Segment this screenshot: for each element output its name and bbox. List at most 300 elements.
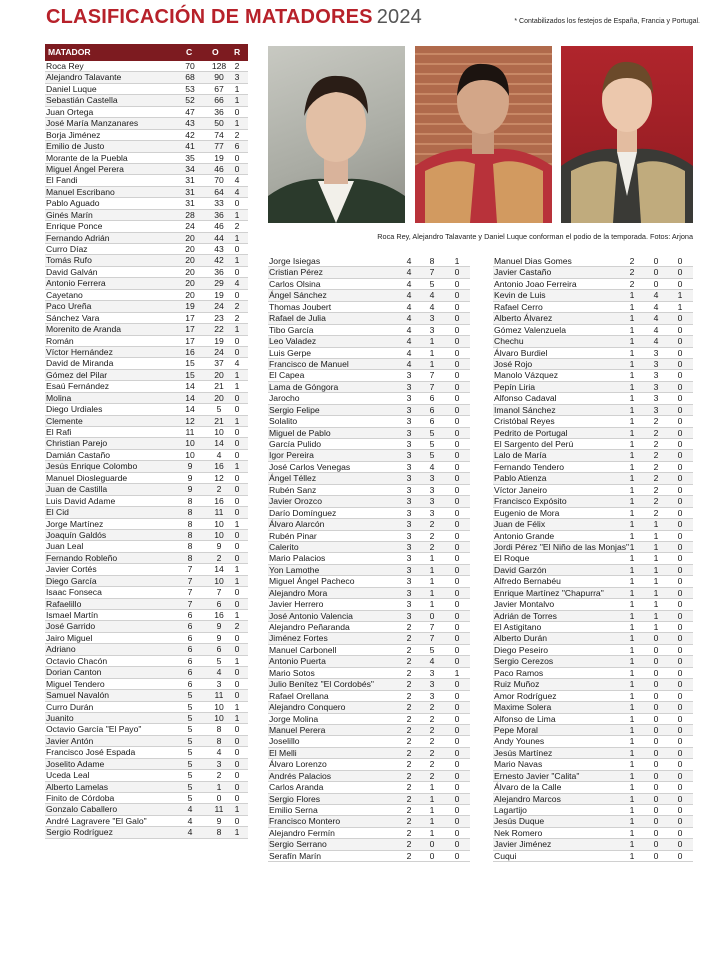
count-orejas: 50 [214, 118, 224, 129]
matador-name: Lalo de María [494, 450, 547, 461]
count-orejas: 4 [429, 301, 435, 312]
matador-name: Cristóbal Reyes [494, 416, 555, 427]
table-row [493, 382, 693, 393]
table-row [268, 611, 470, 622]
count-corridas: 1 [629, 358, 635, 369]
count-orejas: 0 [653, 782, 659, 793]
count-rabos: 1 [234, 415, 240, 426]
count-rabos: 0 [454, 324, 460, 335]
matador-name: Javier Cortés [46, 564, 97, 575]
table-row [268, 508, 470, 519]
count-corridas: 4 [406, 358, 412, 369]
matador-name: Francisco Montero [269, 816, 341, 827]
count-rabos: 0 [677, 519, 683, 530]
table-row [493, 736, 693, 747]
count-orejas: 3 [429, 690, 435, 701]
table-row [45, 370, 248, 381]
count-corridas: 31 [185, 186, 195, 197]
table-row [45, 278, 248, 289]
matador-name: Manuel Diosleguarde [46, 472, 128, 483]
count-rabos: 1 [234, 118, 240, 129]
count-rabos: 0 [677, 507, 683, 518]
matador-name: Clemente [46, 415, 83, 426]
matador-name: Manuel Dias Gomes [494, 256, 572, 266]
count-rabos: 0 [454, 381, 460, 392]
table-row [45, 221, 248, 232]
table-row [493, 679, 693, 690]
count-orejas: 10 [214, 518, 224, 529]
matador-name: Enrique Ponce [46, 221, 103, 232]
matador-name: Sergio Rodríguez [46, 827, 113, 838]
count-orejas: 36 [214, 209, 224, 220]
matador-name: Álvaro Lorenzo [269, 759, 327, 770]
count-orejas: 2 [653, 439, 659, 449]
count-orejas: 0 [653, 256, 659, 266]
table-row [493, 531, 693, 542]
matador-name: Tomás Rufo [46, 255, 92, 266]
count-corridas: 6 [187, 655, 193, 666]
table-row [493, 496, 693, 507]
matador-name: Juanito [46, 712, 74, 723]
matador-name: Antonio Ferrera [46, 278, 106, 289]
count-rabos: 1 [234, 575, 240, 586]
count-rabos: 0 [677, 347, 683, 358]
table-row [268, 679, 470, 690]
table-row [45, 473, 248, 484]
matador-name: Álvaro de la Calle [494, 782, 562, 793]
count-orejas: 1 [653, 530, 659, 541]
count-rabos: 1 [454, 256, 460, 266]
count-corridas: 1 [629, 702, 635, 713]
table-row [268, 736, 470, 747]
count-rabos: 0 [234, 598, 240, 609]
count-corridas: 1 [629, 381, 635, 392]
table-row [493, 428, 693, 439]
count-orejas: 0 [653, 759, 659, 770]
table-row [268, 359, 470, 370]
count-orejas: 12 [214, 472, 224, 483]
count-orejas: 1 [653, 610, 659, 621]
table-row [268, 633, 470, 644]
table-row [268, 542, 470, 553]
count-corridas: 4 [406, 290, 412, 301]
count-orejas: 10 [214, 575, 224, 586]
table-row [45, 130, 248, 141]
count-rabos: 1 [454, 667, 460, 678]
table-row [493, 611, 693, 622]
count-orejas: 0 [653, 644, 659, 655]
count-orejas: 3 [429, 473, 435, 484]
count-orejas: 29 [214, 278, 224, 289]
count-corridas: 5 [187, 770, 193, 781]
count-orejas: 2 [429, 724, 435, 735]
matador-name: José Carlos Venegas [269, 461, 351, 472]
count-rabos: 0 [234, 781, 240, 792]
count-corridas: 2 [406, 622, 412, 632]
count-rabos: 0 [677, 564, 683, 575]
count-orejas: 0 [653, 713, 659, 724]
matador-name: Antonio Joao Ferreira [494, 278, 577, 289]
table-row [493, 725, 693, 736]
count-orejas: 33 [214, 198, 224, 209]
count-rabos: 0 [454, 759, 460, 770]
count-rabos: 0 [454, 633, 460, 644]
count-orejas: 1 [653, 576, 659, 587]
header-o: O [212, 47, 219, 57]
count-orejas: 7 [429, 622, 435, 632]
table-row [493, 542, 693, 553]
count-rabos: 0 [234, 587, 240, 598]
count-rabos: 0 [454, 736, 460, 747]
table-row [45, 679, 248, 690]
table-row [45, 336, 248, 347]
count-orejas: 14 [214, 438, 224, 449]
table-row [45, 484, 248, 495]
table-row [45, 587, 248, 598]
count-corridas: 1 [629, 290, 635, 301]
count-orejas: 2 [216, 484, 222, 495]
count-orejas: 3 [429, 496, 435, 507]
count-rabos: 0 [454, 805, 460, 815]
matador-name: Miguel Ángel Pacheco [269, 576, 355, 587]
header-c: C [186, 47, 193, 57]
matador-name: Jesús Martínez [494, 747, 553, 758]
table-row [493, 519, 693, 530]
count-corridas: 1 [629, 667, 635, 678]
matador-name: Gómez Valenzuela [494, 324, 566, 335]
count-orejas: 1 [653, 599, 659, 610]
count-rabos: 0 [454, 599, 460, 610]
count-rabos: 0 [234, 815, 240, 826]
count-corridas: 47 [185, 106, 195, 117]
matador-name: Ángel Sánchez [269, 290, 327, 301]
matador-name: Mario Sotos [269, 667, 315, 678]
matador-name: Ruiz Muñoz [494, 679, 540, 690]
count-rabos: 0 [454, 702, 460, 713]
count-corridas: 1 [629, 713, 635, 724]
count-rabos: 0 [454, 793, 460, 804]
matador-name: Javier Castaño [494, 267, 552, 278]
count-corridas: 6 [187, 644, 193, 655]
count-corridas: 2 [406, 667, 412, 678]
count-orejas: 128 [211, 61, 227, 71]
matador-name: Mario Palacios [269, 553, 326, 564]
table-row [45, 667, 248, 678]
count-rabos: 0 [454, 473, 460, 484]
matador-name: Damián Castaño [46, 449, 111, 460]
table-row [493, 313, 693, 324]
count-orejas: 4 [653, 290, 659, 301]
count-rabos: 0 [234, 690, 240, 701]
count-corridas: 5 [187, 712, 193, 723]
table-row [45, 633, 248, 644]
count-rabos: 0 [234, 541, 240, 552]
count-rabos: 0 [234, 770, 240, 781]
table-row [493, 370, 693, 381]
title-year: 2024 [376, 6, 422, 28]
count-orejas: 6 [429, 393, 435, 404]
count-corridas: 4 [406, 336, 412, 347]
count-orejas: 3 [216, 678, 222, 689]
count-rabos: 1 [234, 95, 240, 106]
count-corridas: 42 [185, 129, 195, 140]
count-rabos: 1 [234, 610, 240, 620]
count-corridas: 2 [629, 278, 635, 289]
table-row [493, 279, 693, 290]
count-corridas: 5 [187, 781, 193, 792]
table-row [268, 839, 470, 850]
table-row [45, 210, 248, 221]
matador-name: Juan de Félix [494, 519, 546, 530]
table-row [45, 827, 248, 838]
table-row [268, 313, 470, 324]
table-row [493, 336, 693, 347]
count-corridas: 1 [629, 782, 635, 793]
table-row [268, 531, 470, 542]
table-row [45, 358, 248, 369]
table-row [268, 428, 470, 439]
table-row [493, 416, 693, 427]
count-rabos: 1 [234, 461, 240, 472]
count-rabos: 0 [234, 758, 240, 769]
count-rabos: 0 [454, 827, 460, 838]
matador-name: Serafín Marín [269, 850, 322, 861]
count-rabos: 0 [677, 461, 683, 472]
count-orejas: 10 [214, 701, 224, 712]
count-orejas: 64 [214, 186, 224, 197]
count-orejas: 6 [216, 598, 222, 609]
count-corridas: 43 [185, 118, 195, 129]
matador-name: Calerito [269, 541, 299, 552]
table-row [493, 302, 693, 313]
matador-name: Francisco Expósito [494, 496, 567, 507]
count-corridas: 17 [185, 324, 195, 335]
count-corridas: 1 [629, 599, 635, 610]
count-orejas: 7 [429, 370, 435, 381]
count-corridas: 16 [185, 346, 195, 357]
count-orejas: 9 [216, 815, 222, 826]
count-corridas: 5 [187, 758, 193, 769]
count-rabos: 1 [234, 564, 240, 575]
count-corridas: 53 [185, 83, 195, 94]
count-corridas: 17 [185, 335, 195, 346]
count-orejas: 1 [653, 564, 659, 575]
count-corridas: 8 [187, 541, 193, 552]
count-orejas: 1 [429, 816, 435, 827]
count-orejas: 2 [429, 736, 435, 747]
count-orejas: 1 [429, 793, 435, 804]
table-row [45, 95, 248, 106]
count-orejas: 5 [429, 427, 435, 438]
count-rabos: 0 [454, 439, 460, 449]
count-corridas: 10 [185, 449, 195, 460]
count-orejas: 11 [214, 804, 224, 815]
count-corridas: 20 [185, 278, 195, 289]
count-corridas: 2 [406, 724, 412, 735]
count-orejas: 77 [214, 141, 224, 152]
count-corridas: 2 [406, 839, 412, 850]
table-row [493, 691, 693, 702]
count-corridas: 2 [406, 713, 412, 724]
count-corridas: 2 [406, 702, 412, 713]
table-row [268, 267, 470, 278]
matador-name: Nek Romero [494, 827, 543, 838]
count-rabos: 0 [454, 576, 460, 587]
count-corridas: 1 [629, 747, 635, 758]
count-orejas: 0 [653, 827, 659, 838]
table-row [268, 393, 470, 404]
matador-name: Paco Ureña [46, 301, 92, 312]
matador-name: Jesús Enrique Colombo [46, 461, 138, 472]
count-rabos: 1 [234, 255, 240, 266]
count-orejas: 0 [653, 839, 659, 850]
count-corridas: 9 [187, 461, 193, 472]
count-rabos: 4 [234, 278, 240, 289]
matador-name: Carlos Olsina [269, 278, 321, 289]
table-row [268, 805, 470, 816]
count-rabos: 0 [234, 289, 240, 300]
count-orejas: 8 [216, 724, 222, 735]
table-row [268, 668, 470, 679]
matador-name: Álvaro Burdiel [494, 347, 548, 358]
matador-name: Juan Leal [46, 541, 84, 552]
count-orejas: 0 [653, 724, 659, 735]
table-row [45, 416, 248, 427]
count-orejas: 90 [214, 72, 224, 83]
matador-name: Fernando Robleño [46, 552, 118, 563]
count-orejas: 0 [653, 702, 659, 713]
matador-name: Javier Orozco [269, 496, 323, 507]
count-rabos: 0 [234, 266, 240, 277]
count-orejas: 22 [214, 324, 224, 335]
count-rabos: 0 [677, 484, 683, 495]
count-rabos: 2 [234, 312, 240, 323]
count-rabos: 1 [234, 827, 240, 838]
count-corridas: 3 [406, 404, 412, 415]
matador-name: Lagartijo [494, 805, 527, 815]
count-corridas: 1 [629, 541, 635, 552]
table-row [268, 416, 470, 427]
count-orejas: 4 [216, 667, 222, 678]
count-rabos: 0 [454, 278, 460, 289]
count-corridas: 8 [187, 552, 193, 563]
count-corridas: 20 [185, 232, 195, 243]
matador-name: David Garzón [494, 564, 547, 575]
count-orejas: 1 [216, 781, 222, 792]
count-orejas: 3 [429, 507, 435, 518]
table-row [45, 564, 248, 575]
count-orejas: 7 [429, 633, 435, 644]
count-rabos: 0 [454, 564, 460, 575]
count-corridas: 1 [629, 439, 635, 449]
count-rabos: 4 [234, 358, 240, 369]
page-title [46, 6, 422, 29]
count-rabos: 0 [234, 793, 240, 803]
table-row [268, 828, 470, 839]
matador-name: Morenito de Aranda [46, 324, 122, 335]
count-corridas: 2 [406, 633, 412, 644]
table-row [268, 565, 470, 576]
count-corridas: 4 [187, 804, 193, 815]
table-row [493, 759, 693, 770]
matador-name: Roca Rey [46, 61, 84, 71]
count-orejas: 8 [429, 256, 435, 266]
matador-name: Adrián de Torres [494, 610, 557, 621]
count-rabos: 0 [677, 267, 683, 278]
count-corridas: 14 [185, 404, 195, 415]
count-orejas: 7 [429, 267, 435, 278]
table-row [493, 473, 693, 484]
count-orejas: 2 [653, 484, 659, 495]
count-corridas: 3 [406, 541, 412, 552]
count-corridas: 8 [187, 529, 193, 540]
count-corridas: 1 [629, 850, 635, 861]
table-row [268, 691, 470, 702]
count-rabos: 0 [454, 507, 460, 518]
matador-name: Finito de Córdoba [46, 793, 115, 803]
count-orejas: 24 [214, 301, 224, 312]
count-rabos: 1 [234, 518, 240, 529]
count-corridas: 1 [629, 690, 635, 701]
table-row [45, 301, 248, 312]
matador-name: Enrique Martínez "Chapurra" [494, 587, 604, 598]
matador-name: Dorian Canton [46, 667, 102, 678]
count-orejas: 2 [429, 759, 435, 770]
count-rabos: 0 [454, 553, 460, 564]
count-orejas: 4 [429, 290, 435, 301]
count-orejas: 1 [429, 805, 435, 815]
count-rabos: 2 [234, 61, 240, 71]
table-row [268, 656, 470, 667]
table-row [493, 405, 693, 416]
count-orejas: 4 [653, 336, 659, 347]
count-orejas: 0 [653, 633, 659, 644]
matador-name: Jorge Isiegas [269, 256, 321, 266]
count-corridas: 2 [629, 267, 635, 278]
matador-name: Sergio Flores [269, 793, 321, 804]
table-row [268, 725, 470, 736]
matador-name: Paco Ramos [494, 667, 544, 678]
count-corridas: 15 [185, 369, 195, 380]
count-rabos: 0 [234, 507, 240, 518]
count-rabos: 0 [234, 392, 240, 403]
ranking-column-3 [493, 256, 693, 862]
count-corridas: 2 [406, 850, 412, 861]
count-rabos: 0 [454, 450, 460, 461]
count-rabos: 1 [234, 369, 240, 380]
count-rabos: 0 [677, 724, 683, 735]
matador-name: Diego García [46, 575, 97, 586]
count-rabos: 0 [454, 770, 460, 781]
count-orejas: 4 [653, 313, 659, 324]
count-rabos: 0 [454, 839, 460, 850]
matador-name: Manuel Carbonell [269, 644, 337, 655]
table-row [268, 256, 470, 267]
count-orejas: 0 [653, 770, 659, 781]
table-row [45, 153, 248, 164]
table-row [268, 588, 470, 599]
count-rabos: 0 [234, 529, 240, 540]
matador-name: Javier Montalvo [494, 599, 555, 610]
table-row [268, 370, 470, 381]
count-rabos: 0 [677, 473, 683, 484]
count-orejas: 4 [653, 301, 659, 312]
count-orejas: 5 [429, 439, 435, 449]
count-corridas: 1 [629, 656, 635, 667]
count-corridas: 6 [187, 678, 193, 689]
table-row [268, 702, 470, 713]
matador-name: Rafaelillo [46, 598, 82, 609]
